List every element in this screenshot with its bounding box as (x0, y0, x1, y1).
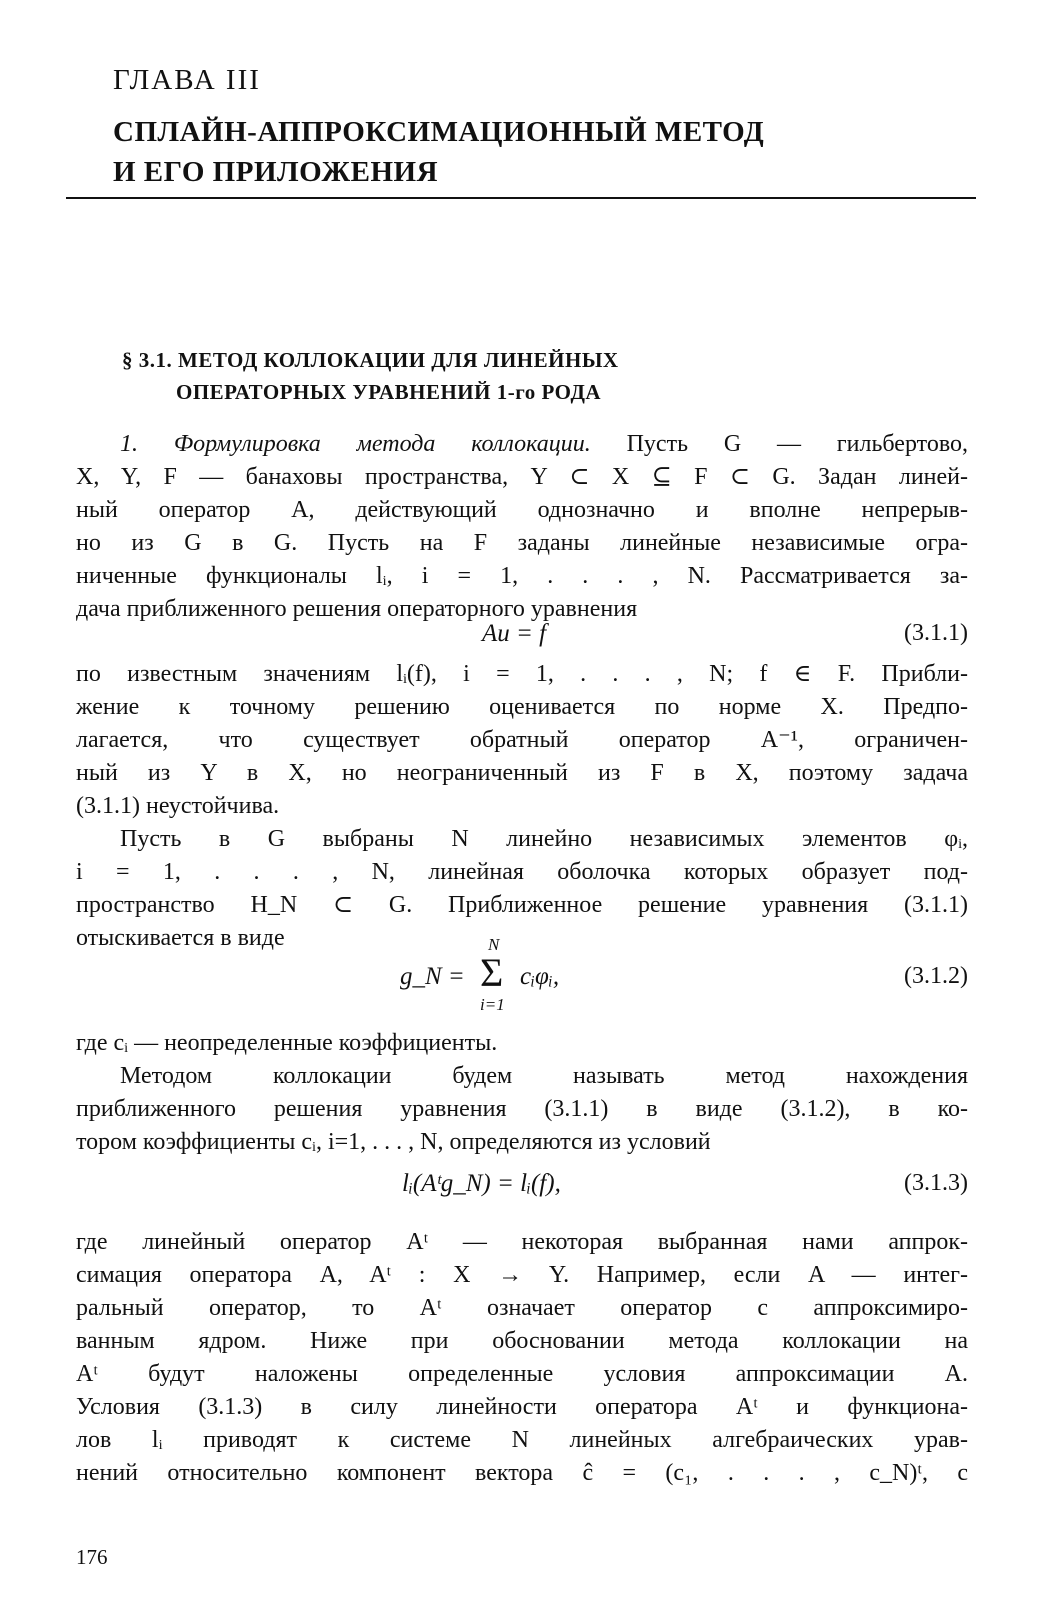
paragraph-line-rest: Пусть G — гильбертово, (590, 431, 968, 457)
section-heading-line-2: ОПЕРАТОРНЫХ УРАВНЕНИЙ 1-го РОДА (176, 380, 602, 404)
paragraph-line: Aᵗ будут наложены определенные условия аппроксимации A. (76, 1361, 968, 1387)
sigma-symbol: Σ (480, 950, 504, 995)
paragraph-collocation-definition (76, 1060, 968, 1159)
page-number: 176 (76, 1545, 108, 1569)
paragraph-line: ный из Y в X, но неограниченный из F в X, поэтому задача (76, 760, 968, 786)
paragraph-approximation (76, 1226, 968, 1490)
paragraph-line: лов lᵢ приводят к системе N линейных алгебраических урав- (76, 1427, 968, 1453)
paragraph-line: но из G в G. Пусть на F заданы линейные независимые огра- (76, 530, 968, 556)
paragraph-line: где cᵢ — неопределенные коэффициенты. (76, 1030, 498, 1056)
equation-3-1-3: lᵢ(Aᵗg_N) = lᵢ(f), (402, 1170, 561, 1197)
chapter-label: ГЛАВА III (113, 64, 261, 96)
equation-number: (3.1.1) (904, 620, 968, 646)
paragraph-line: ниченные функционалы lᵢ, i = 1, . . . , N. Рассматривается за- (76, 563, 968, 589)
chapter-title-line-2: И ЕГО ПРИЛОЖЕНИЯ (113, 156, 439, 188)
paragraph-coefficients (76, 1027, 968, 1060)
paragraph-line: где линейный оператор Aᵗ — некоторая выбранная нами аппрок- (76, 1229, 968, 1255)
paragraph-line: дача приближенного решения операторного уравнения (76, 596, 638, 622)
paragraph-line: тором коэффициенты cᵢ, i=1, . . . , N, определяются из условий (76, 1129, 711, 1155)
chapter-title-line-1: СПЛАЙН-АППРОКСИМАЦИОННЫЙ МЕТОД (113, 116, 765, 148)
paragraph-line: лагается, что существует обратный оператор A⁻¹, ограничен- (76, 727, 968, 753)
paragraph-line: (3.1.1) неустойчива. (76, 793, 280, 819)
equation-number: (3.1.2) (904, 963, 968, 989)
paragraph-line: симация оператора A, Aᵗ : X → Y. Например, если A — интег- (76, 1262, 968, 1288)
paragraph-inverse-operator (76, 658, 968, 823)
paragraph-line: Условия (3.1.3) в силу линейности оператора Aᵗ и функциона- (76, 1394, 968, 1420)
paragraph-line: по известным значениям lᵢ(f), i = 1, . . . , N; f ∈ F. Прибли- (76, 661, 968, 687)
paragraph-formulation (76, 428, 968, 626)
equation-3-1-2 (400, 935, 600, 1015)
chapter-title (113, 112, 764, 192)
paragraph-line: отыскивается в виде (76, 925, 285, 951)
paragraph-line: X, Y, F — банаховы пространства, Y ⊂ X ⊆ F ⊂ G. Задан линей- (76, 464, 968, 490)
equation-3-1-1: Au = f (482, 620, 547, 647)
paragraph-line: приближенного решения уравнения (3.1.1) в виде (3.1.2), в ко- (76, 1096, 968, 1122)
chapter-divider (66, 197, 976, 199)
sum-lhs: g_N = (400, 963, 465, 990)
section-heading-line-1: § 3.1. МЕТОД КОЛЛОКАЦИИ ДЛЯ ЛИНЕЙНЫХ (122, 348, 619, 372)
section-heading (122, 344, 619, 408)
subsection-lead: 1. Формулировка метода коллокации. (120, 431, 591, 457)
sum-lower-limit: i=1 (480, 995, 505, 1014)
paragraph-line: ральный оператор, то Aᵗ означает оператор с аппроксимиро- (76, 1295, 968, 1321)
paragraph-line: ванным ядром. Ниже при обосновании метода коллокации на (76, 1328, 968, 1354)
paragraph-line: нений относительно компонент вектора ĉ = (c₁, . . . , c_N)ᵗ, с (76, 1460, 968, 1486)
paragraph-line: жение к точному решению оценивается по норме X. Предпо- (76, 694, 968, 720)
paragraph-line: Методом коллокации будем называть метод нахождения (120, 1063, 968, 1089)
paragraph-line (76, 428, 968, 461)
sum-upper-limit: N (488, 935, 500, 954)
paragraph-line: пространство H_N ⊂ G. Приближенное решение уравнения (3.1.1) (76, 892, 968, 918)
paragraph-line: i = 1, . . . , N, линейная оболочка которых образует под- (76, 859, 968, 885)
paragraph-line: Пусть в G выбраны N линейно независимых элементов φᵢ, (120, 826, 968, 852)
sum-rhs: cᵢφᵢ, (520, 963, 560, 990)
equation-number: (3.1.3) (904, 1170, 968, 1196)
paragraph-line: ный оператор A, действующий однозначно и вполне непрерыв- (76, 497, 968, 523)
